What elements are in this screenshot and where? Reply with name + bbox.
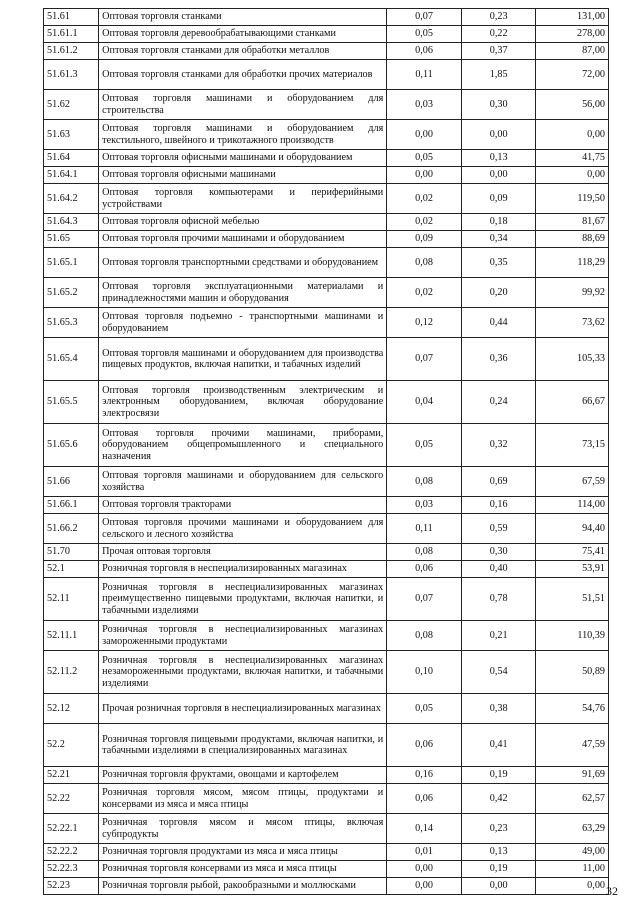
- value-cell-3: 63,29: [536, 814, 609, 844]
- value-cell-3: 99,92: [536, 278, 609, 308]
- value-cell-3: 73,15: [536, 424, 609, 467]
- code-cell: 51.65.2: [44, 278, 99, 308]
- activity-name-cell: Оптовая торговля станками для обработки металлов: [99, 43, 387, 60]
- table-row: [44, 60, 609, 90]
- value-cell-2: 0,40: [461, 561, 536, 578]
- code-cell: 51.70: [44, 544, 99, 561]
- code-cell: 51.64.2: [44, 184, 99, 214]
- code-cell: 51.65.4: [44, 338, 99, 381]
- value-cell-2: 0,00: [461, 120, 536, 150]
- value-cell-3: 91,69: [536, 767, 609, 784]
- value-cell-1: 0,07: [387, 338, 462, 381]
- value-cell-3: 110,39: [536, 621, 609, 651]
- activity-name-cell: Оптовая торговля деревообрабатывающими станками: [99, 26, 387, 43]
- activity-name-cell: Оптовая торговля станками: [99, 9, 387, 26]
- value-cell-3: 49,00: [536, 844, 609, 861]
- code-cell: 52.11.2: [44, 651, 99, 694]
- value-cell-2: 0,34: [461, 231, 536, 248]
- value-cell-2: 0,13: [461, 150, 536, 167]
- code-cell: 52.11: [44, 578, 99, 621]
- value-cell-2: 0,37: [461, 43, 536, 60]
- table-row: [44, 784, 609, 814]
- value-cell-2: 0,16: [461, 497, 536, 514]
- value-cell-1: 0,00: [387, 167, 462, 184]
- value-cell-3: 87,00: [536, 43, 609, 60]
- code-cell: 51.66: [44, 467, 99, 497]
- code-cell: 52.22.3: [44, 861, 99, 878]
- activity-name-cell: Розничная торговля в неспециализированных магазинах незамороженными продуктами, включая напитки, и табачными изделиями: [99, 651, 387, 694]
- activity-name-cell: Розничная торговля пищевыми продуктами, включая напитки, и табачными изделиями в специализированных магазинах: [99, 724, 387, 767]
- activity-name-cell: Розничная торговля в неспециализированных магазинах: [99, 561, 387, 578]
- value-cell-1: 0,08: [387, 544, 462, 561]
- value-cell-3: 0,00: [536, 120, 609, 150]
- value-cell-1: 0,14: [387, 814, 462, 844]
- activity-name-cell: Розничная торговля мясом и мясом птицы, включая субпродукты: [99, 814, 387, 844]
- value-cell-3: 50,89: [536, 651, 609, 694]
- table-row: [44, 381, 609, 424]
- value-cell-1: 0,08: [387, 467, 462, 497]
- value-cell-3: 88,69: [536, 231, 609, 248]
- value-cell-3: 47,59: [536, 724, 609, 767]
- table-row: [44, 878, 609, 895]
- activity-name-cell: Розничная торговля рыбой, ракообразными и моллюсками: [99, 878, 387, 895]
- code-cell: 51.63: [44, 120, 99, 150]
- activity-name-cell: Розничная торговля фруктами, овощами и картофелем: [99, 767, 387, 784]
- value-cell-1: 0,06: [387, 561, 462, 578]
- activity-name-cell: Оптовая торговля машинами и оборудованием для текстильного, швейного и трикотажного производств: [99, 120, 387, 150]
- value-cell-2: 0,38: [461, 694, 536, 724]
- activity-name-cell: Оптовая торговля эксплуатационными материалами и принадлежностями машин и оборудования: [99, 278, 387, 308]
- value-cell-1: 0,07: [387, 9, 462, 26]
- value-cell-2: 0,18: [461, 214, 536, 231]
- value-cell-2: 0,41: [461, 724, 536, 767]
- value-cell-3: 51,51: [536, 578, 609, 621]
- activity-name-cell: Оптовая торговля офисной мебелью: [99, 214, 387, 231]
- table-row: [44, 561, 609, 578]
- activity-name-cell: Оптовая торговля машинами и оборудованием для строительства: [99, 90, 387, 120]
- value-cell-1: 0,12: [387, 308, 462, 338]
- activity-name-cell: Прочая розничная торговля в неспециализированных магазинах: [99, 694, 387, 724]
- value-cell-2: 0,30: [461, 544, 536, 561]
- code-cell: 51.64: [44, 150, 99, 167]
- value-cell-2: 0,21: [461, 621, 536, 651]
- code-cell: 51.65.1: [44, 248, 99, 278]
- table-row: [44, 184, 609, 214]
- value-cell-1: 0,05: [387, 150, 462, 167]
- value-cell-2: 0,44: [461, 308, 536, 338]
- activity-name-cell: Оптовая торговля станками для обработки прочих материалов: [99, 60, 387, 90]
- value-cell-3: 119,50: [536, 184, 609, 214]
- value-cell-3: 75,41: [536, 544, 609, 561]
- value-cell-1: 0,00: [387, 120, 462, 150]
- table-row: [44, 767, 609, 784]
- code-cell: 52.22.1: [44, 814, 99, 844]
- value-cell-3: 131,00: [536, 9, 609, 26]
- code-cell: 51.65.6: [44, 424, 99, 467]
- value-cell-3: 105,33: [536, 338, 609, 381]
- table-row: [44, 231, 609, 248]
- value-cell-1: 0,08: [387, 248, 462, 278]
- activity-name-cell: Розничная торговля в неспециализированных магазинах замороженными продуктами: [99, 621, 387, 651]
- activity-name-cell: Оптовая торговля машинами и оборудованием для сельского хозяйства: [99, 467, 387, 497]
- code-cell: 52.22.2: [44, 844, 99, 861]
- table-row: [44, 861, 609, 878]
- value-cell-1: 0,02: [387, 278, 462, 308]
- value-cell-3: 94,40: [536, 514, 609, 544]
- activity-name-cell: Розничная торговля мясом, мясом птицы, продуктами и консервами из мяса и мяса птицы: [99, 784, 387, 814]
- value-cell-3: 278,00: [536, 26, 609, 43]
- value-cell-2: 0,00: [461, 878, 536, 895]
- value-cell-1: 0,03: [387, 497, 462, 514]
- activity-name-cell: Прочая оптовая торговля: [99, 544, 387, 561]
- table-row: [44, 9, 609, 26]
- value-cell-2: 0,13: [461, 844, 536, 861]
- value-cell-1: 0,02: [387, 184, 462, 214]
- value-cell-2: 0,78: [461, 578, 536, 621]
- activity-name-cell: Оптовая торговля офисными машинами: [99, 167, 387, 184]
- table-row: [44, 90, 609, 120]
- value-cell-1: 0,01: [387, 844, 462, 861]
- value-cell-1: 0,06: [387, 43, 462, 60]
- value-cell-1: 0,09: [387, 231, 462, 248]
- table-row: [44, 497, 609, 514]
- code-cell: 51.61.1: [44, 26, 99, 43]
- code-cell: 52.22: [44, 784, 99, 814]
- value-cell-2: 0,42: [461, 784, 536, 814]
- value-cell-3: 118,29: [536, 248, 609, 278]
- activity-name-cell: Оптовая торговля транспортными средствами и оборудованием: [99, 248, 387, 278]
- table-row: [44, 621, 609, 651]
- value-cell-2: 0,36: [461, 338, 536, 381]
- value-cell-1: 0,02: [387, 214, 462, 231]
- value-cell-2: 0,23: [461, 814, 536, 844]
- table-row: [44, 150, 609, 167]
- activity-name-cell: Оптовая торговля тракторами: [99, 497, 387, 514]
- code-cell: 52.11.1: [44, 621, 99, 651]
- value-cell-3: 54,76: [536, 694, 609, 724]
- activity-name-cell: Оптовая торговля прочими машинами и оборудованием: [99, 231, 387, 248]
- page-number: 32: [606, 884, 618, 898]
- code-cell: 52.2: [44, 724, 99, 767]
- value-cell-1: 0,00: [387, 878, 462, 895]
- value-cell-2: 1,85: [461, 60, 536, 90]
- value-cell-1: 0,16: [387, 767, 462, 784]
- activity-name-cell: Розничная торговля продуктами из мяса и мяса птицы: [99, 844, 387, 861]
- value-cell-2: 0,00: [461, 167, 536, 184]
- table-row: [44, 120, 609, 150]
- value-cell-1: 0,06: [387, 784, 462, 814]
- value-cell-2: 0,19: [461, 767, 536, 784]
- value-cell-2: 0,32: [461, 424, 536, 467]
- code-cell: 52.1: [44, 561, 99, 578]
- table-row: [44, 26, 609, 43]
- value-cell-2: 0,24: [461, 381, 536, 424]
- code-cell: 51.61.3: [44, 60, 99, 90]
- table-row: [44, 814, 609, 844]
- code-cell: 51.66.2: [44, 514, 99, 544]
- value-cell-2: 0,19: [461, 861, 536, 878]
- value-cell-3: 53,91: [536, 561, 609, 578]
- value-cell-2: 0,22: [461, 26, 536, 43]
- value-cell-1: 0,07: [387, 578, 462, 621]
- table-row: [44, 308, 609, 338]
- table-row: [44, 278, 609, 308]
- table-row: [44, 467, 609, 497]
- value-cell-2: 0,20: [461, 278, 536, 308]
- table-row: [44, 844, 609, 861]
- activity-name-cell: Розничная торговля консервами из мяса и мяса птицы: [99, 861, 387, 878]
- value-cell-3: 0,00: [536, 878, 609, 895]
- value-cell-1: 0,06: [387, 724, 462, 767]
- activity-name-cell: Оптовая торговля прочими машинами, приборами, оборудованием общепромышленного и специального назначения: [99, 424, 387, 467]
- table-row: [44, 424, 609, 467]
- activity-name-cell: Розничная торговля в неспециализированных магазинах преимущественно пищевыми продуктами, включая напитки, и табачными изделиями: [99, 578, 387, 621]
- code-cell: 51.65.3: [44, 308, 99, 338]
- value-cell-2: 0,54: [461, 651, 536, 694]
- table-row: [44, 338, 609, 381]
- activity-name-cell: Оптовая торговля машинами и оборудованием для производства пищевых продуктов, включая напитки, и табачных изделий: [99, 338, 387, 381]
- table-row: [44, 167, 609, 184]
- value-cell-2: 0,35: [461, 248, 536, 278]
- value-cell-2: 0,09: [461, 184, 536, 214]
- table-row: [44, 578, 609, 621]
- table-row: [44, 544, 609, 561]
- table-row: [44, 514, 609, 544]
- value-cell-3: 67,59: [536, 467, 609, 497]
- value-cell-3: 72,00: [536, 60, 609, 90]
- code-cell: 52.12: [44, 694, 99, 724]
- value-cell-3: 41,75: [536, 150, 609, 167]
- table-row: [44, 724, 609, 767]
- value-cell-1: 0,00: [387, 861, 462, 878]
- code-cell: 51.62: [44, 90, 99, 120]
- value-cell-1: 0,05: [387, 694, 462, 724]
- table-body: [44, 9, 609, 895]
- value-cell-3: 11,00: [536, 861, 609, 878]
- activity-name-cell: Оптовая торговля подъемно - транспортными машинами и оборудованием: [99, 308, 387, 338]
- table-row: [44, 651, 609, 694]
- value-cell-1: 0,11: [387, 60, 462, 90]
- value-cell-1: 0,03: [387, 90, 462, 120]
- activity-name-cell: Оптовая торговля производственным электрическим и электронным оборудованием, включая оборудование электросвязи: [99, 381, 387, 424]
- code-cell: 51.64.1: [44, 167, 99, 184]
- value-cell-3: 62,57: [536, 784, 609, 814]
- value-cell-3: 0,00: [536, 167, 609, 184]
- code-cell: 52.23: [44, 878, 99, 895]
- data-table: [43, 8, 609, 895]
- value-cell-3: 66,67: [536, 381, 609, 424]
- value-cell-1: 0,10: [387, 651, 462, 694]
- code-cell: 51.61: [44, 9, 99, 26]
- table-row: [44, 248, 609, 278]
- value-cell-1: 0,05: [387, 424, 462, 467]
- value-cell-2: 0,30: [461, 90, 536, 120]
- code-cell: 51.64.3: [44, 214, 99, 231]
- activity-name-cell: Оптовая торговля компьютерами и периферийными устройствами: [99, 184, 387, 214]
- code-cell: 52.21: [44, 767, 99, 784]
- table-row: [44, 694, 609, 724]
- value-cell-1: 0,05: [387, 26, 462, 43]
- value-cell-2: 0,69: [461, 467, 536, 497]
- activity-name-cell: Оптовая торговля прочими машинами и оборудованием для сельского и лесного хозяйства: [99, 514, 387, 544]
- value-cell-1: 0,08: [387, 621, 462, 651]
- value-cell-3: 81,67: [536, 214, 609, 231]
- value-cell-2: 0,23: [461, 9, 536, 26]
- code-cell: 51.66.1: [44, 497, 99, 514]
- code-cell: 51.65.5: [44, 381, 99, 424]
- code-cell: 51.61.2: [44, 43, 99, 60]
- value-cell-1: 0,04: [387, 381, 462, 424]
- value-cell-1: 0,11: [387, 514, 462, 544]
- value-cell-3: 114,00: [536, 497, 609, 514]
- value-cell-3: 56,00: [536, 90, 609, 120]
- activity-name-cell: Оптовая торговля офисными машинами и оборудованием: [99, 150, 387, 167]
- code-cell: 51.65: [44, 231, 99, 248]
- value-cell-3: 73,62: [536, 308, 609, 338]
- table-row: [44, 43, 609, 60]
- table-row: [44, 214, 609, 231]
- value-cell-2: 0,59: [461, 514, 536, 544]
